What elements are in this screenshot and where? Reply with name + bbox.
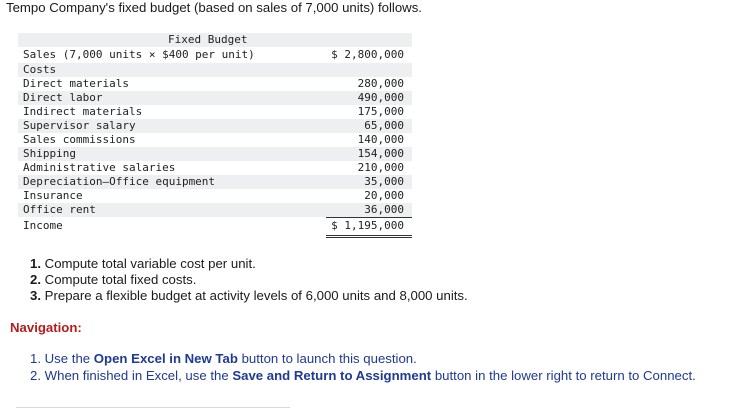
bottom-divider xyxy=(16,407,290,408)
cost-row xyxy=(18,147,412,161)
cost-amount: 490,000 xyxy=(357,91,404,104)
costs-row xyxy=(18,63,412,77)
income-row xyxy=(18,217,412,235)
cost-label: Office rent xyxy=(23,203,96,216)
sales-amount: $ 2,800,000 xyxy=(331,48,404,61)
cost-row xyxy=(18,105,412,119)
question-number: 1. xyxy=(30,256,41,271)
intro-text: Tempo Company's fixed budget (based on sales of 7,000 units) follows. xyxy=(6,0,422,15)
question-list xyxy=(30,256,468,304)
sales-label: Sales (7,000 units × $400 per unit) xyxy=(23,48,255,61)
open-excel-reference: Open Excel in New Tab xyxy=(93,351,238,366)
cost-amount: 175,000 xyxy=(357,105,404,118)
nav-text: 1. Use the xyxy=(30,351,94,366)
question-number: 2. xyxy=(30,272,41,287)
cost-row xyxy=(18,119,412,133)
cost-label: Direct materials xyxy=(23,77,129,90)
cost-amount: 36,000 xyxy=(364,203,404,216)
cost-row xyxy=(18,189,412,203)
cost-amount: 35,000 xyxy=(364,175,404,188)
question-item xyxy=(30,288,468,304)
sales-row xyxy=(18,47,412,63)
navigation-heading: Navigation: xyxy=(10,320,82,335)
cost-amount: 65,000 xyxy=(364,119,404,132)
fixed-budget-table xyxy=(18,33,412,235)
income-amount: $ 1,195,000 xyxy=(331,219,404,232)
cost-amount: 280,000 xyxy=(357,77,404,90)
cost-amount: 154,000 xyxy=(357,147,404,160)
cost-row xyxy=(18,133,412,147)
question-item xyxy=(30,256,468,272)
cost-amount: 140,000 xyxy=(357,133,404,146)
budget-header: Fixed Budget xyxy=(168,33,248,46)
cost-label: Insurance xyxy=(23,189,83,202)
income-label: Income xyxy=(23,219,63,232)
cost-label: Indirect materials xyxy=(23,105,143,118)
navigation-list xyxy=(30,350,696,384)
question-text: Compute total variable cost per unit. xyxy=(44,256,256,271)
nav-text: button in the lower right to return to Connect. xyxy=(431,368,696,383)
question-text: Compute total fixed costs. xyxy=(44,272,197,287)
question-number: 3. xyxy=(30,288,41,303)
costs-label: Costs xyxy=(23,63,57,76)
cost-label: Depreciation—Office equipment xyxy=(23,175,216,188)
total-double-rule xyxy=(326,235,412,238)
cost-row xyxy=(18,77,412,91)
cost-amount: 20,000 xyxy=(364,189,404,202)
nav-text: 2. When finished in Excel, use the xyxy=(30,368,233,383)
cost-label: Supervisor salary xyxy=(23,119,136,132)
cost-label: Direct labor xyxy=(23,91,103,104)
question-text: Prepare a flexible budget at activity levels of 6,000 units and 8,000 units. xyxy=(44,288,468,303)
cost-label: Shipping xyxy=(23,147,76,160)
nav-text: button to launch this question. xyxy=(237,351,417,366)
navigation-item xyxy=(30,367,696,384)
cost-row xyxy=(18,203,412,217)
cost-row xyxy=(18,175,412,189)
question-item xyxy=(30,272,468,288)
save-return-reference: Save and Return to Assignment xyxy=(232,368,432,383)
cost-label: Administrative salaries xyxy=(23,161,176,174)
cost-row xyxy=(18,91,412,105)
cost-amount: 210,000 xyxy=(357,161,404,174)
navigation-item xyxy=(30,350,696,367)
budget-header-row xyxy=(18,33,412,47)
cost-row xyxy=(18,161,412,175)
cost-label: Sales commissions xyxy=(23,133,136,146)
